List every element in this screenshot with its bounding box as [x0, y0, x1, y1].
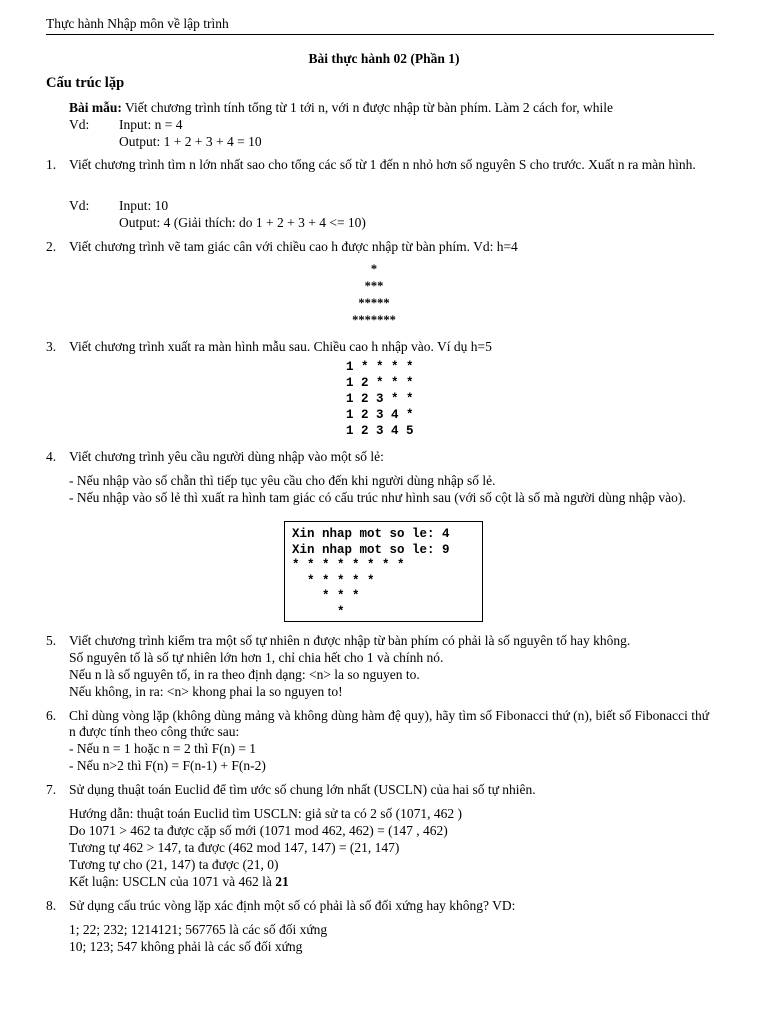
ex6-line: - Nếu n>2 thì F(n) = F(n-1) + F(n-2): [69, 758, 266, 773]
ex7-line: Hướng dẫn: thuật toán Euclid tìm USCLN: giả sử ta có 2 số (1071, 462 ): [69, 806, 462, 821]
ex3-pattern-row: 1 * * * *: [346, 360, 414, 374]
sample-vd-label: Vd:: [69, 117, 90, 132]
ex3-text: Viết chương trình xuất ra màn hình mẫu sau. Chiều cao h nhập vào. Ví dụ h=5: [69, 339, 492, 354]
page-title: Bài thực hành 02 (Phần 1): [308, 51, 460, 66]
ex1-text: Viết chương trình tìm n lớn nhất sao cho tổng các số từ 1 đến n nhỏ hơn số nguyên S cho trước. Xuất n ra màn hình.: [69, 157, 696, 172]
ex7-number: 7.: [46, 782, 57, 797]
ex6-line: - Nếu n = 1 hoặc n = 2 thì F(n) = 1: [69, 741, 257, 756]
ex4-number: 4.: [46, 449, 57, 464]
ex7-line: Tương tự 462 > 147, ta được (462 mod 147, 147) = (21, 147): [69, 840, 400, 855]
ex3-pattern-row: 1 2 3 4 5: [346, 424, 414, 438]
ex8-line: 10; 123; 547 không phải là các số đối xứng: [69, 939, 303, 954]
ex7-conclusion-result: 21: [275, 874, 289, 889]
console-line: *: [292, 605, 345, 619]
ex7-conclusion-text: Kết luận: USCLN của 1071 và 462 là: [69, 874, 276, 889]
sample-label: Bài mẫu:: [69, 100, 122, 115]
ex5-line: Số nguyên tố là số tự nhiên lớn hơn 1, chỉ chia hết cho 1 và chính nó.: [69, 650, 444, 665]
ex5-number: 5.: [46, 633, 57, 648]
ex2-pattern-row: *****: [358, 296, 390, 310]
ex1-output: Output: 4 (Giải thích: do 1 + 2 + 3 + 4 <= 10): [119, 215, 366, 230]
console-line: Xin nhap mot so le: 9: [292, 543, 450, 557]
ex7-text: Sử dụng thuật toán Euclid để tìm ước số chung lớn nhất (USCLN) của hai số tự nhiên.: [69, 782, 536, 797]
ex6-number: 6.: [46, 708, 57, 723]
sample-text: Viết chương trình tính tổng từ 1 tới n, với n được nhập từ bàn phím. Làm 2 cách for, while: [125, 100, 614, 115]
ex2-text: Viết chương trình vẽ tam giác cân với chiều cao h được nhập từ bàn phím. Vd: h=4: [69, 239, 518, 254]
sample-input: Input: n = 4: [119, 117, 183, 132]
ex7-line: Do 1071 > 462 ta được cặp số mới (1071 mod 462, 462) = (147 , 462): [69, 823, 448, 838]
console-line: Xin nhap mot so le: 4: [292, 527, 450, 541]
page-header: Thực hành Nhập môn về lập trình: [46, 16, 714, 35]
ex4-bullet: - Nếu nhập vào số chẵn thì tiếp tục yêu cầu cho đến khi người dùng nhập số lẻ.: [69, 473, 496, 488]
ex4-bullet: - Nếu nhập vào số lẻ thì xuất ra hình tam giác có cấu trúc như hình sau (với số cột là số mà người dùng nhập vào).: [69, 490, 686, 505]
ex2-pattern-row: *: [370, 262, 378, 276]
ex2-pattern-row: ***: [364, 279, 384, 293]
sample-exercise: [69, 100, 613, 116]
ex5-line: Nếu không, in ra: <n> khong phai la so nguyen to!: [69, 684, 343, 699]
console-line: * * * * * * * *: [292, 558, 405, 572]
ex7-conclusion: [69, 874, 289, 890]
console-line: * * *: [292, 589, 360, 603]
ex3-pattern-row: 1 2 * * *: [346, 376, 414, 390]
ex5-line: Nếu n là số nguyên tố, in ra theo định dạng: <n> la so nguyen to.: [69, 667, 420, 682]
ex2-number: 2.: [46, 239, 57, 254]
ex8-line: 1; 22; 232; 1214121; 567765 là các số đối xứng: [69, 922, 328, 937]
ex3-number: 3.: [46, 339, 57, 354]
ex6-text: Chỉ dùng vòng lặp (không dùng mảng và không dùng hàm đệ quy), hãy tìm số Fibonacci thứ (n), biết số Fibonacci thứ n được tính theo công thức sau:: [69, 708, 710, 739]
section-heading: Cấu trúc lặp: [46, 75, 125, 91]
ex3-pattern-row: 1 2 3 * *: [346, 392, 414, 406]
ex3-pattern-row: 1 2 3 4 *: [346, 408, 414, 422]
ex8-text: Sử dụng cấu trúc vòng lặp xác định một số có phải là số đối xứng hay không? VD:: [69, 898, 516, 913]
ex7-line: Tương tự cho (21, 147) ta được (21, 0): [69, 857, 279, 872]
console-line: * * * * *: [292, 574, 375, 588]
ex1-vd-label: Vd:: [69, 198, 90, 213]
sample-output: Output: 1 + 2 + 3 + 4 = 10: [119, 134, 262, 149]
ex5-text: Viết chương trình kiểm tra một số tự nhiên n được nhập từ bàn phím có phải là số nguyên tố hay không.: [69, 633, 631, 648]
ex8-number: 8.: [46, 898, 57, 913]
console-output-box: [284, 521, 483, 622]
ex1-input: Input: 10: [119, 198, 169, 213]
ex1-number: 1.: [46, 157, 57, 172]
ex4-text: Viết chương trình yêu cầu người dùng nhập vào một số lẻ:: [69, 449, 384, 464]
ex2-pattern-row: *******: [352, 313, 396, 327]
